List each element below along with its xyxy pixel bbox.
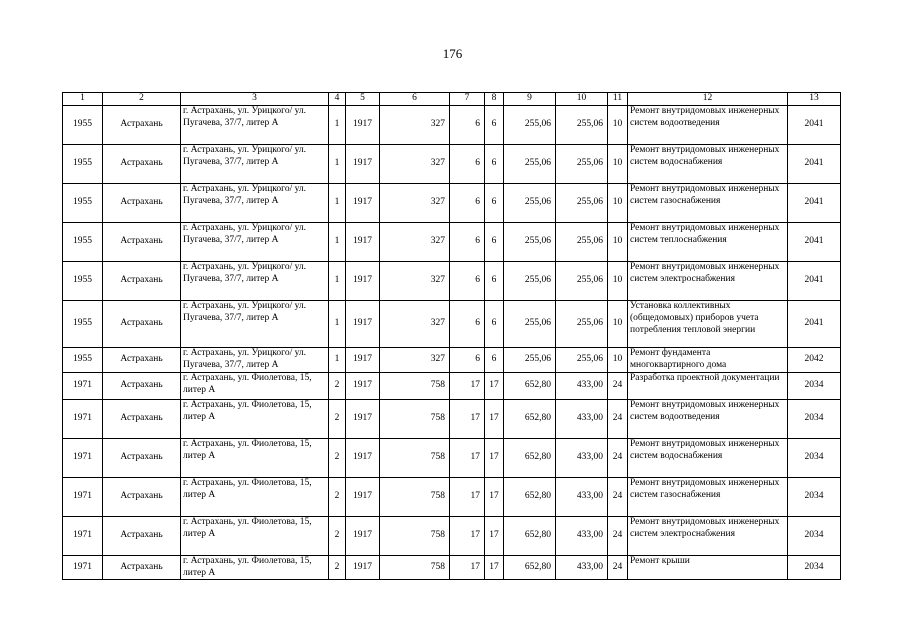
residents-cell: 24 xyxy=(608,516,628,555)
area-cell: 327 xyxy=(380,183,450,222)
total-area-cell: 255,06 xyxy=(504,144,556,183)
count-cell: 2 xyxy=(329,555,346,580)
work-type-cell: Установка коллективных (общедомовых) приборов учета потребления тепловой энергии xyxy=(628,300,788,347)
year-built-cell: 1917 xyxy=(346,183,380,222)
year-built-cell: 1917 xyxy=(346,555,380,580)
units-cell: 17 xyxy=(485,438,504,477)
work-type-cell: Разработка проектной документации xyxy=(628,372,788,399)
column-header: 1 xyxy=(63,93,103,106)
address-cell: г. Астрахань, ул. Фиолетова, 15, литер А xyxy=(181,477,329,516)
year-cell: 1955 xyxy=(63,105,103,144)
column-header: 6 xyxy=(380,93,450,106)
work-type-cell: Ремонт внутридомовых инженерных систем газоснабжения xyxy=(628,183,788,222)
apartments-cell: 6 xyxy=(450,144,485,183)
address-cell: г. Астрахань, ул. Урицкого/ ул. Пугачева, 37/7, литер А xyxy=(181,222,329,261)
residents-cell: 10 xyxy=(608,261,628,300)
living-area-cell: 255,06 xyxy=(556,347,608,372)
count-cell: 2 xyxy=(329,477,346,516)
column-header: 5 xyxy=(346,93,380,106)
count-cell: 2 xyxy=(329,438,346,477)
total-area-cell: 652,80 xyxy=(504,438,556,477)
deadline-cell: 2034 xyxy=(788,399,841,438)
table-row xyxy=(63,300,841,347)
year-cell: 1971 xyxy=(63,555,103,580)
area-cell: 327 xyxy=(380,261,450,300)
column-header: 10 xyxy=(556,93,608,106)
residents-cell: 24 xyxy=(608,399,628,438)
address-cell: г. Астрахань, ул. Урицкого/ ул. Пугачева, 37/7, литер А xyxy=(181,105,329,144)
units-cell: 6 xyxy=(485,183,504,222)
city-cell: Астрахань xyxy=(103,438,181,477)
year-cell: 1971 xyxy=(63,438,103,477)
table-row xyxy=(63,477,841,516)
area-cell: 758 xyxy=(380,372,450,399)
work-type-cell: Ремонт внутридомовых инженерных систем теплоснабжения xyxy=(628,222,788,261)
deadline-cell: 2034 xyxy=(788,516,841,555)
table-row xyxy=(63,347,841,372)
total-area-cell: 255,06 xyxy=(504,222,556,261)
count-cell: 1 xyxy=(329,261,346,300)
total-area-cell: 652,80 xyxy=(504,477,556,516)
apartments-cell: 6 xyxy=(450,300,485,347)
city-cell: Астрахань xyxy=(103,222,181,261)
area-cell: 327 xyxy=(380,222,450,261)
deadline-cell: 2034 xyxy=(788,477,841,516)
count-cell: 2 xyxy=(329,516,346,555)
table-row xyxy=(63,261,841,300)
living-area-cell: 255,06 xyxy=(556,261,608,300)
work-type-cell: Ремонт внутридомовых инженерных систем электроснабжения xyxy=(628,261,788,300)
year-cell: 1955 xyxy=(63,222,103,261)
living-area-cell: 255,06 xyxy=(556,183,608,222)
address-cell: г. Астрахань, ул. Урицкого/ ул. Пугачева, 37/7, литер А xyxy=(181,261,329,300)
residents-cell: 24 xyxy=(608,477,628,516)
deadline-cell: 2034 xyxy=(788,555,841,580)
units-cell: 17 xyxy=(485,477,504,516)
residents-cell: 10 xyxy=(608,300,628,347)
city-cell: Астрахань xyxy=(103,399,181,438)
area-cell: 758 xyxy=(380,438,450,477)
units-cell: 6 xyxy=(485,261,504,300)
total-area-cell: 652,80 xyxy=(504,555,556,580)
work-type-cell: Ремонт внутридомовых инженерных систем водоснабжения xyxy=(628,438,788,477)
year-cell: 1955 xyxy=(63,261,103,300)
units-cell: 6 xyxy=(485,144,504,183)
registry-table xyxy=(62,92,841,580)
table-row xyxy=(63,516,841,555)
table-body xyxy=(63,105,841,580)
year-built-cell: 1917 xyxy=(346,222,380,261)
area-cell: 758 xyxy=(380,555,450,580)
deadline-cell: 2041 xyxy=(788,105,841,144)
count-cell: 1 xyxy=(329,183,346,222)
residents-cell: 24 xyxy=(608,555,628,580)
column-header: 7 xyxy=(450,93,485,106)
city-cell: Астрахань xyxy=(103,347,181,372)
table-row xyxy=(63,372,841,399)
year-built-cell: 1917 xyxy=(346,438,380,477)
count-cell: 1 xyxy=(329,144,346,183)
apartments-cell: 6 xyxy=(450,222,485,261)
residents-cell: 10 xyxy=(608,183,628,222)
work-type-cell: Ремонт фундамента многоквартирного дома xyxy=(628,347,788,372)
year-built-cell: 1917 xyxy=(346,516,380,555)
work-type-cell: Ремонт крыши xyxy=(628,555,788,580)
year-cell: 1971 xyxy=(63,477,103,516)
year-cell: 1971 xyxy=(63,516,103,555)
apartments-cell: 6 xyxy=(450,347,485,372)
deadline-cell: 2041 xyxy=(788,222,841,261)
total-area-cell: 255,06 xyxy=(504,300,556,347)
year-built-cell: 1917 xyxy=(346,477,380,516)
year-cell: 1971 xyxy=(63,372,103,399)
year-cell: 1955 xyxy=(63,183,103,222)
year-cell: 1955 xyxy=(63,300,103,347)
total-area-cell: 255,06 xyxy=(504,105,556,144)
column-number-header-row xyxy=(63,93,841,106)
deadline-cell: 2041 xyxy=(788,183,841,222)
deadline-cell: 2034 xyxy=(788,372,841,399)
total-area-cell: 255,06 xyxy=(504,183,556,222)
apartments-cell: 6 xyxy=(450,105,485,144)
table-row xyxy=(63,438,841,477)
column-header: 11 xyxy=(608,93,628,106)
residents-cell: 10 xyxy=(608,144,628,183)
count-cell: 2 xyxy=(329,372,346,399)
area-cell: 327 xyxy=(380,105,450,144)
apartments-cell: 17 xyxy=(450,477,485,516)
area-cell: 758 xyxy=(380,516,450,555)
year-built-cell: 1917 xyxy=(346,105,380,144)
year-built-cell: 1917 xyxy=(346,372,380,399)
living-area-cell: 433,00 xyxy=(556,477,608,516)
area-cell: 758 xyxy=(380,399,450,438)
address-cell: г. Астрахань, ул. Урицкого/ ул. Пугачева, 37/7, литер А xyxy=(181,300,329,347)
city-cell: Астрахань xyxy=(103,105,181,144)
deadline-cell: 2042 xyxy=(788,347,841,372)
count-cell: 1 xyxy=(329,300,346,347)
total-area-cell: 255,06 xyxy=(504,347,556,372)
column-header: 12 xyxy=(628,93,788,106)
year-built-cell: 1917 xyxy=(346,300,380,347)
column-header: 3 xyxy=(181,93,329,106)
apartments-cell: 6 xyxy=(450,261,485,300)
city-cell: Астрахань xyxy=(103,372,181,399)
total-area-cell: 652,80 xyxy=(504,372,556,399)
column-header: 9 xyxy=(504,93,556,106)
column-header: 8 xyxy=(485,93,504,106)
city-cell: Астрахань xyxy=(103,516,181,555)
count-cell: 1 xyxy=(329,347,346,372)
residents-cell: 10 xyxy=(608,347,628,372)
work-type-cell: Ремонт внутридомовых инженерных систем газоснабжения xyxy=(628,477,788,516)
living-area-cell: 433,00 xyxy=(556,438,608,477)
living-area-cell: 255,06 xyxy=(556,144,608,183)
city-cell: Астрахань xyxy=(103,183,181,222)
table-row xyxy=(63,399,841,438)
year-cell: 1955 xyxy=(63,347,103,372)
table-row xyxy=(63,222,841,261)
living-area-cell: 255,06 xyxy=(556,300,608,347)
table-row xyxy=(63,555,841,580)
area-cell: 327 xyxy=(380,300,450,347)
units-cell: 17 xyxy=(485,516,504,555)
units-cell: 17 xyxy=(485,372,504,399)
address-cell: г. Астрахань, ул. Фиолетова, 15, литер А xyxy=(181,399,329,438)
year-built-cell: 1917 xyxy=(346,399,380,438)
apartments-cell: 6 xyxy=(450,183,485,222)
area-cell: 327 xyxy=(380,347,450,372)
units-cell: 6 xyxy=(485,300,504,347)
city-cell: Астрахань xyxy=(103,300,181,347)
work-type-cell: Ремонт внутридомовых инженерных систем водоснабжения xyxy=(628,144,788,183)
apartments-cell: 17 xyxy=(450,399,485,438)
apartments-cell: 17 xyxy=(450,438,485,477)
year-cell: 1971 xyxy=(63,399,103,438)
address-cell: г. Астрахань, ул. Фиолетова, 15, литер А xyxy=(181,372,329,399)
work-type-cell: Ремонт внутридомовых инженерных систем водоотведения xyxy=(628,105,788,144)
deadline-cell: 2041 xyxy=(788,261,841,300)
year-built-cell: 1917 xyxy=(346,347,380,372)
city-cell: Астрахань xyxy=(103,261,181,300)
total-area-cell: 652,80 xyxy=(504,399,556,438)
column-header: 4 xyxy=(329,93,346,106)
address-cell: г. Астрахань, ул. Урицкого/ ул. Пугачева, 37/7, литер А xyxy=(181,347,329,372)
area-cell: 758 xyxy=(380,477,450,516)
living-area-cell: 433,00 xyxy=(556,555,608,580)
year-cell: 1955 xyxy=(63,144,103,183)
units-cell: 6 xyxy=(485,222,504,261)
deadline-cell: 2041 xyxy=(788,300,841,347)
address-cell: г. Астрахань, ул. Фиолетова, 15, литер А xyxy=(181,438,329,477)
living-area-cell: 433,00 xyxy=(556,399,608,438)
address-cell: г. Астрахань, ул. Фиолетова, 15, литер А xyxy=(181,555,329,580)
column-header: 2 xyxy=(103,93,181,106)
count-cell: 1 xyxy=(329,105,346,144)
count-cell: 1 xyxy=(329,222,346,261)
deadline-cell: 2034 xyxy=(788,438,841,477)
total-area-cell: 652,80 xyxy=(504,516,556,555)
living-area-cell: 255,06 xyxy=(556,105,608,144)
city-cell: Астрахань xyxy=(103,144,181,183)
address-cell: г. Астрахань, ул. Урицкого/ ул. Пугачева, 37/7, литер А xyxy=(181,183,329,222)
page-number: 176 xyxy=(442,46,463,61)
living-area-cell: 433,00 xyxy=(556,516,608,555)
address-cell: г. Астрахань, ул. Урицкого/ ул. Пугачева, 37/7, литер А xyxy=(181,144,329,183)
total-area-cell: 255,06 xyxy=(504,261,556,300)
year-built-cell: 1917 xyxy=(346,261,380,300)
residents-cell: 10 xyxy=(608,105,628,144)
count-cell: 2 xyxy=(329,399,346,438)
work-type-cell: Ремонт внутридомовых инженерных систем водоотведения xyxy=(628,399,788,438)
table-row xyxy=(63,144,841,183)
living-area-cell: 433,00 xyxy=(556,372,608,399)
apartments-cell: 17 xyxy=(450,555,485,580)
living-area-cell: 255,06 xyxy=(556,222,608,261)
year-built-cell: 1917 xyxy=(346,144,380,183)
table-row xyxy=(63,105,841,144)
units-cell: 17 xyxy=(485,399,504,438)
deadline-cell: 2041 xyxy=(788,144,841,183)
residents-cell: 24 xyxy=(608,372,628,399)
units-cell: 6 xyxy=(485,347,504,372)
residents-cell: 24 xyxy=(608,438,628,477)
table-row xyxy=(63,183,841,222)
units-cell: 6 xyxy=(485,105,504,144)
address-cell: г. Астрахань, ул. Фиолетова, 15, литер А xyxy=(181,516,329,555)
city-cell: Астрахань xyxy=(103,555,181,580)
work-type-cell: Ремонт внутридомовых инженерных систем электроснабжения xyxy=(628,516,788,555)
apartments-cell: 17 xyxy=(450,372,485,399)
city-cell: Астрахань xyxy=(103,477,181,516)
area-cell: 327 xyxy=(380,144,450,183)
units-cell: 17 xyxy=(485,555,504,580)
column-header: 13 xyxy=(788,93,841,106)
apartments-cell: 17 xyxy=(450,516,485,555)
residents-cell: 10 xyxy=(608,222,628,261)
